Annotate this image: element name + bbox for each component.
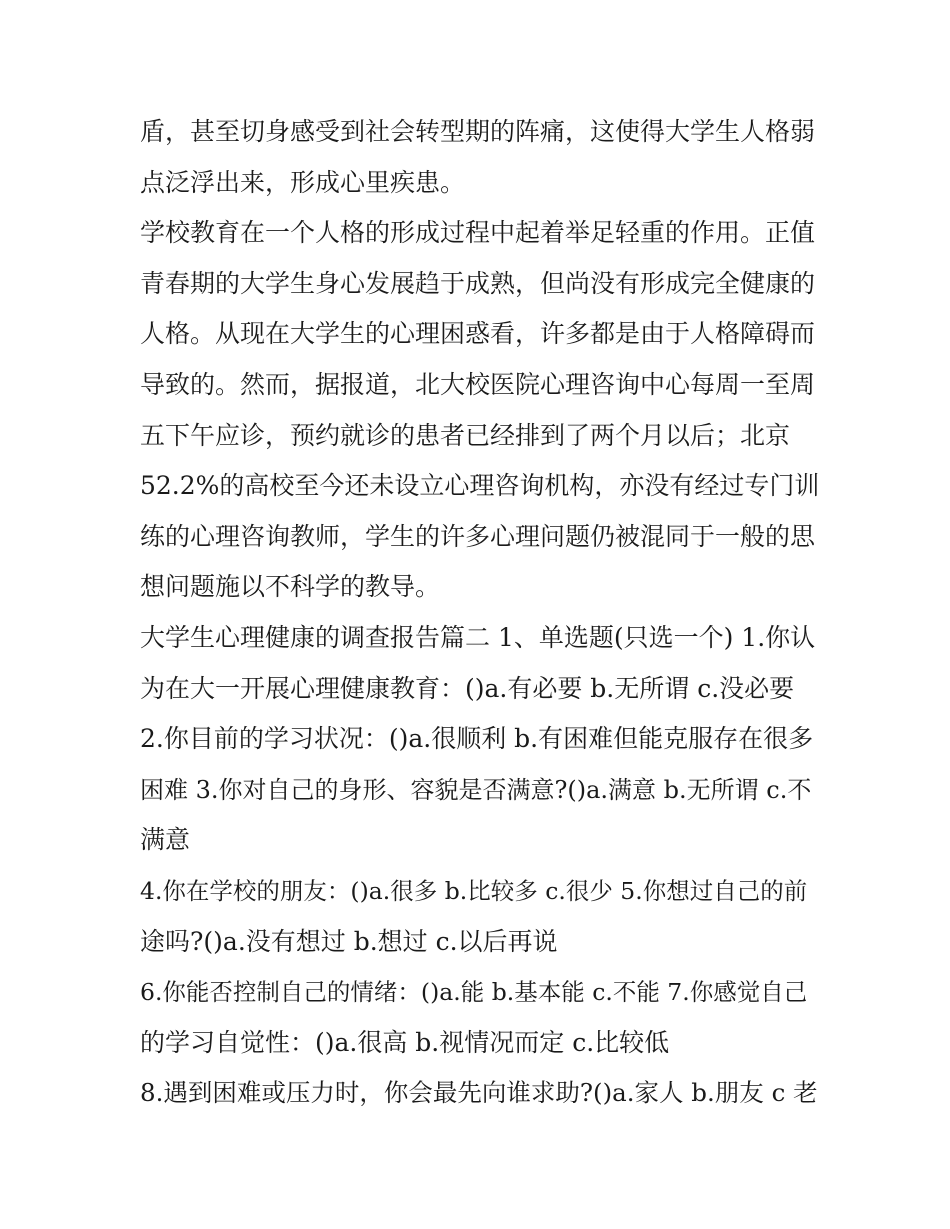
text-line: 点泛浮出来，形成心里疾患。 [140, 167, 466, 197]
text-line: 为在大一开展心理健康教育：()a.有必要 b.无所谓 c.没必要 [140, 673, 795, 703]
text-line: 人格。从现在大学生的心理困惑看，许多都是由于人格障碍而 [140, 319, 816, 349]
text-line: 练的心理咨询教师，学生的许多心理问题仍被混同于一般的思 [140, 521, 816, 551]
text-line: 途吗?()a.没有想过 b.想过 c.以后再说 [140, 926, 558, 956]
body-text [140, 107, 820, 1119]
text-line: 青春期的大学生身心发展趋于成熟，但尚没有形成完全健康的 [140, 268, 816, 298]
text-line: 困难 3.你对自己的身形、容貌是否满意?()a.满意 b.无所谓 c.不 [140, 775, 812, 804]
text-line: 的学习自觉性：()a.很高 b.视情况而定 c.比较低 [140, 1027, 670, 1057]
text-line: 52.2%的高校至今还未设立心理咨询机构，亦没有经过专门训 [140, 471, 820, 501]
text-line: 大学生心理健康的调查报告篇二 1、单选题(只选一个) 1.你认 [140, 622, 816, 652]
text-line: 五下午应诊，预约就诊的患者已经排到了两个月以后；北京 [140, 420, 791, 450]
text-line: 想问题施以不科学的教导。 [140, 572, 441, 602]
text-line: 2.你目前的学习状况：()a.很顺利 b.有困难但能克服存在很多 [140, 724, 814, 754]
text-line: 8.遇到困难或压力时，你会最先向谁求助?()a.家人 b.朋友 c 老 [140, 1078, 818, 1108]
text-line: 导致的。然而，据报道，北大校医院心理咨询中心每周一至周 [140, 369, 816, 399]
text-line: 学校教育在一个人格的形成过程中起着举足轻重的作用。正值 [140, 218, 816, 248]
text-line: 盾，甚至切身感受到社会转型期的阵痛，这使得大学生人格弱 [140, 117, 816, 146]
text-line: 6.你能否控制自己的情绪：()a.能 b.基本能 c.不能 7.你感觉自己 [140, 978, 808, 1007]
text-line: 满意 [140, 825, 191, 855]
text-line: 4.你在学校的朋友：()a.很多 b.比较多 c.很少 5.你想过自己的前 [140, 876, 808, 905]
